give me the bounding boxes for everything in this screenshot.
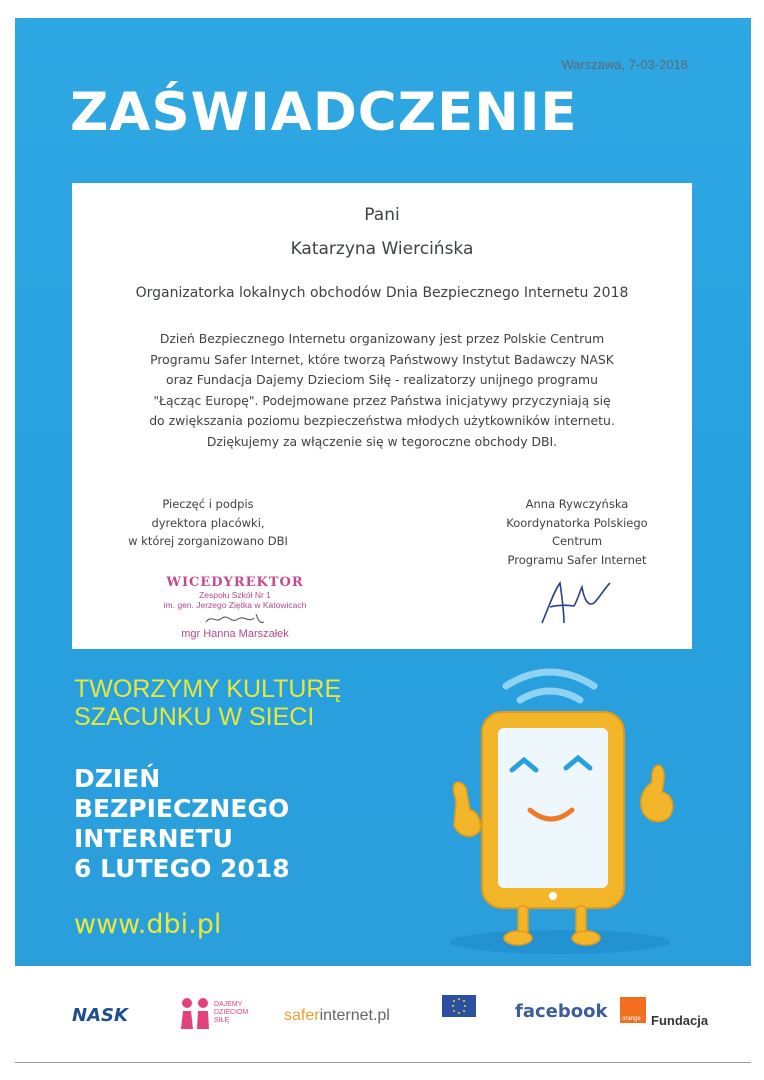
- dzieci-line: DZIECIOM: [214, 1009, 249, 1016]
- stamp-name: mgr Hanna Marszałek: [181, 628, 289, 640]
- saferinternet-logo-part: internet.pl: [319, 1007, 390, 1024]
- event-line: BEZPIECZNEGO: [74, 794, 290, 823]
- issue-date: Warszawa, 7-03-2018: [561, 57, 688, 72]
- stamp-line: Zespołu Szkół Nr 1: [199, 590, 271, 600]
- signature-right-line: Centrum: [551, 534, 603, 548]
- recipient-title: Pani: [364, 205, 400, 225]
- body-line: do zwiększania poziomu bezpieczeństwa młodych użytkowników internetu.: [149, 413, 615, 428]
- recipient-role: Organizatorka lokalnych obchodów Dnia Bezpiecznego Internetu 2018: [135, 285, 629, 301]
- saferinternet-logo-part: safer: [284, 1007, 320, 1024]
- body-line: "Łącząc Europę". Podejmowane przez Państwa inicjatywy przyczyniają się: [153, 392, 611, 408]
- certificate-body: [72, 329, 692, 452]
- campaign-slogan: [74, 675, 341, 731]
- signature-right-line: Programu Safer Internet: [507, 552, 647, 567]
- children-icon: [178, 995, 212, 1031]
- page-bottom-rule: [15, 1062, 751, 1063]
- event-line: INTERNETU: [74, 824, 233, 853]
- eu-flag-logo: [430, 995, 488, 1040]
- recipient-name: Katarzyna Wiercińska: [290, 239, 474, 259]
- dzieci-line: SIŁĘ: [214, 1017, 230, 1024]
- certificate-card: [72, 183, 692, 649]
- director-signature: [200, 610, 270, 628]
- body-line: Dziękujemy za włączenie się w tegoroczne obchody DBI.: [206, 433, 558, 449]
- signature-left-caption: [108, 495, 308, 551]
- saferinternet-logo: [284, 1007, 390, 1025]
- event-line: DZIEŃ: [74, 764, 161, 793]
- stamp-line: im. gen. Jerzego Ziętka w Katowicach: [163, 600, 307, 610]
- signature-left-line: dyrektora placówki,: [151, 515, 265, 530]
- event-name: [74, 764, 290, 884]
- orange-logo: [620, 997, 646, 1023]
- tablet-mascot-illustration: [420, 660, 710, 960]
- signature-left-line: w której zorganizowano DBI: [128, 534, 288, 548]
- slogan-line: TWORZYMY KULTURĘ: [74, 675, 342, 703]
- eu-flag-icon: [442, 995, 476, 1017]
- certificate-title: ZAŚWIADCZENIE: [70, 82, 578, 143]
- dajemy-dzieciom-sile-logo: [178, 995, 268, 1035]
- facebook-logo: facebook: [515, 1001, 608, 1022]
- coordinator-signature: [534, 579, 614, 631]
- body-line: oraz Fundacja Dajemy Dzieciom Siłę - realizatorzy unijnego programu: [166, 372, 598, 387]
- slogan-line: SZACUNKU W SIECI: [74, 703, 315, 731]
- signature-right-caption: [477, 495, 677, 569]
- fundacja-logo-text: Fundacja: [651, 1013, 709, 1028]
- stamp-title: WICEDYREKTOR: [166, 575, 304, 590]
- event-line: 6 LUTEGO 2018: [74, 854, 290, 883]
- orange-logo-text: orange: [622, 1016, 641, 1022]
- signature-right-line: Koordynatorka Polskiego: [506, 515, 648, 530]
- nask-logo: NASK: [72, 1005, 128, 1026]
- body-line: Dzień Bezpiecznego Internetu organizowany jest przez Polskie Centrum: [159, 331, 605, 346]
- partner-logos: [0, 985, 764, 1055]
- signature-left-line: Pieczęć i podpis: [162, 497, 254, 511]
- dzieci-line: DAJEMY: [214, 1001, 243, 1008]
- wifi-icon: [506, 672, 594, 700]
- dzieci-logo-text: [214, 1001, 248, 1025]
- school-stamp: [110, 575, 360, 640]
- signature-right-line: Anna Rywczyńska: [525, 497, 629, 511]
- campaign-url[interactable]: www.dbi.pl: [74, 909, 222, 940]
- body-line: Programu Safer Internet, które tworzą Państwowy Instytut Badawczy NASK: [150, 351, 614, 367]
